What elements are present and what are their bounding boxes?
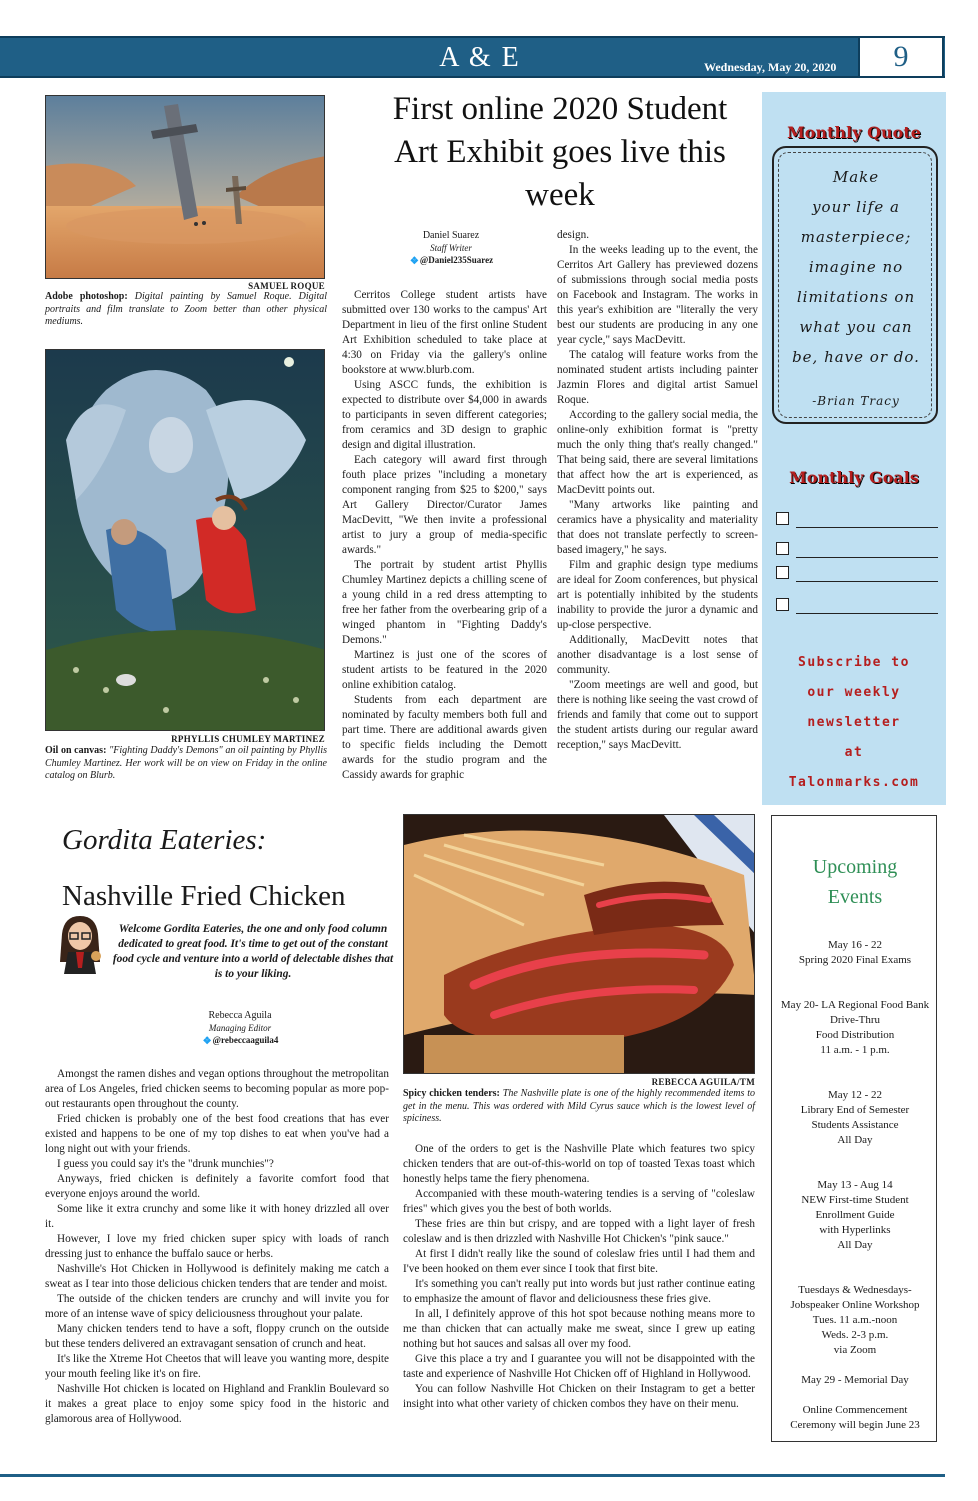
article1-column-1 xyxy=(342,288,547,783)
article1-author: Daniel Suarez xyxy=(422,230,480,241)
paragraph: According to the gallery social media, the online-only exhibition format is "pretty much the only thing that's really changed." That being said, there are several limitations that affect how the art is experienced, as MacDevitt points out. xyxy=(557,409,758,496)
checkbox[interactable] xyxy=(776,542,789,555)
paragraph: Using ASCC funds, the exhibition is expected to distribute over $4,000 in awards to participants in seven different categories; from ceramics and 3D design to graphic design and digital illustration. xyxy=(342,379,547,451)
goal-row xyxy=(776,564,938,582)
event-item: Tuesdays & Wednesdays- Jobspeaker Online Workshop Tues. 11 a.m.-noon Weds. 2-3 p.m. via Zoom xyxy=(790,1284,920,1356)
article2-caption-text: The Nashville plate is one of the highly recommended items to get in the menu. This was ordered with Mild Cyrus sauce which is the lowest level of spiciness. xyxy=(403,1088,756,1124)
quote-line: Make xyxy=(832,168,880,186)
paragraph: Students from each department are nominated by faculty members both full and part time. There are additional awards given to specific fields including the Demott awards for the studio program and the Cassidy awards for graphic xyxy=(342,694,547,781)
sidebar xyxy=(762,92,946,805)
paragraph: Accompanied with these mouth-watering tendies is a serving of "coleslaw fries" which gives you the best of both worlds. xyxy=(403,1188,755,1215)
article1-headline: First online 2020 Student Art Exhibit goes live this week xyxy=(392,91,728,213)
quote-line: what you can xyxy=(799,318,913,336)
headline-line-2: Nashville Fried Chicken xyxy=(62,880,346,912)
paragraph: Nashville's Hot Chicken in Hollywood is definitely making me catch a sweat as I tear into those delicious chicken tenders that are tender and moist. xyxy=(45,1263,389,1290)
fighting-daddys-demons-painting xyxy=(45,349,325,731)
image2-caption-lead: Oil on canvas: xyxy=(45,745,107,756)
article2-image-caption xyxy=(403,1088,755,1126)
paragraph: Fried chicken is probably one of the best food creations that has ever existed and happens to be one of my top dishes to eat when you've had a long night out with your friends. xyxy=(45,1113,389,1155)
desert-sword-painting xyxy=(45,95,325,279)
paragraph: Film and graphic design type mediums are ideal for Zoom conferences, but physical art is potentially inhibited by the students inability to provide the juror a dynamic and up-close perspective. xyxy=(557,559,758,631)
event-item: May 12 - 22 Library End of Semester Students Assistance All Day xyxy=(800,1089,910,1146)
quote-heading: Monthly Quote xyxy=(787,123,921,142)
goal-row xyxy=(776,596,938,614)
paragraph: One of the orders to get is the Nashville Plate which features two spicy chicken tenders that are out-of-this-world on top of toasted Texas toast which honestly helps tame the fiery phenomena. xyxy=(403,1143,755,1185)
goal-row xyxy=(776,540,938,558)
paragraph: It's something you can't really put into words but just rather continue eating to emphasize the amount of flavor and deliciousness these fries give. xyxy=(403,1278,755,1305)
event-item: May 13 - Aug 14 NEW First-time Student Enrollment Guide with Hyperlinks All Day xyxy=(801,1179,909,1251)
image2-credit: RPHYLLIS CHUMLEY MARTINEZ xyxy=(171,734,325,744)
issue-date: Wednesday, May 20, 2020 xyxy=(704,60,837,74)
subscribe-line: our weekly xyxy=(807,685,901,700)
article1-column-2 xyxy=(557,228,758,753)
article2-image-credit: REBECCA AGUILA/TM xyxy=(651,1077,755,1087)
image1-credit: SAMUEL ROQUE xyxy=(248,281,325,291)
paragraph: In the weeks leading up to the event, the Cerritos Art Gallery has previewed dozens of submissions through social media posts on Facebook and Instagram. The works in this year's exhibition are "literally the very best our students are producing in any one year cycle," says MacDevitt. xyxy=(557,244,758,346)
page-header xyxy=(0,36,945,78)
paragraph: "Many artworks like painting and ceramics have a physicality and materiality that does not translate perfectly to screen-based imagery," he says. xyxy=(557,499,758,556)
paragraph: The outside of the chicken tenders are crunchy and will invite you for more of an intense wave of spicy deliciousness throughout your palate. xyxy=(45,1293,389,1320)
checkbox[interactable] xyxy=(776,598,789,611)
avatar-illustration xyxy=(50,912,110,980)
paragraph: Many chicken tenders tend to have a soft, floppy crunch on the outside but these tenders delivered an extravagant sensation of crunch and heat. xyxy=(45,1323,389,1350)
image1-caption xyxy=(45,291,327,329)
paragraph: Martinez is just one of the scores of student artists to be featured in the 2020 online exhibition catalog. xyxy=(342,649,547,691)
paragraph: Additionally, MacDevitt notes that another disadvantage is a lost sense of community. xyxy=(557,634,758,676)
subscribe-line: at xyxy=(844,745,864,760)
quote-line: imagine no xyxy=(808,258,904,276)
paragraph: The portrait by student artist Phyllis Chumley Martinez depicts a chilling scene of a young child in a red dress attempting to free her father from the overbearing grip of a winged phantom in "Fighting Daddy's Demons." xyxy=(342,559,547,646)
paragraph: Nashville Hot chicken is located on Highland and Franklin Boulevard so it makes a great place to enjoy some spicy food in the historic and glamorous area of Hollywood. xyxy=(45,1383,389,1425)
twitter-icon: ❖ xyxy=(409,256,419,268)
quote-line: your life a xyxy=(812,198,900,216)
checkbox[interactable] xyxy=(776,566,789,579)
newsletter-link[interactable]: Talonmarks.com xyxy=(788,775,920,790)
article1-author-role: Staff Writer xyxy=(430,243,472,253)
article1-author-handle[interactable]: @Daniel235Suarez xyxy=(419,255,494,265)
upcoming-events-box xyxy=(771,815,937,1442)
events-heading: Upcoming Events xyxy=(812,856,898,908)
quote-author: -Brian Tracy xyxy=(812,394,900,408)
paragraph: Some like it extra crunchy and some like it with honey drizzled all over it. xyxy=(45,1203,389,1230)
paragraph: You can follow Nashville Hot Chicken on their Instagram to get a better insight into what other variety of chicken combos they have on their menu. xyxy=(403,1383,755,1410)
article2-author-handle[interactable]: @rebeccaaguila4 xyxy=(212,1035,279,1045)
paragraph: Amongst the ramen dishes and vegan options throughout the metropolitan area of Los Angeles, fried chicken seems to becoming popular as more pop-out restaurants open throughout the county. xyxy=(45,1068,389,1110)
bottom-rule xyxy=(0,1474,945,1477)
image1-caption-lead: Adobe photoshop: xyxy=(45,291,128,302)
event-item: May 20- LA Regional Food Bank Drive-Thru Food Distribution 11 a.m. - 1 p.m. xyxy=(780,999,930,1056)
event-item: May 16 - 22 Spring 2020 Final Exams xyxy=(798,939,912,966)
paragraph: I guess you could say it's the "drunk munchies"? xyxy=(57,1158,274,1170)
page-number: 9 xyxy=(858,36,944,78)
paragraph: At first I didn't really like the sound of coleslaw fries until I had them and I've been hooked on them ever since I took that first bite. xyxy=(403,1248,755,1275)
article2-column-2 xyxy=(403,1142,755,1412)
paragraph: These fries are thin but crispy, and are topped with a light layer of fresh coleslaw and is then drizzled with Nashville Hot Chicken's "pink sauce." xyxy=(403,1218,755,1245)
article1-byline xyxy=(356,230,546,266)
goal-row xyxy=(776,510,938,528)
column-intro: Welcome Gordita Eateries, the one and only food column dedicated to great food. It's time to get out of the constant food cycle and venture into a world of delectable dishes that is to your liking. xyxy=(112,923,394,980)
goals-heading: Monthly Goals xyxy=(789,468,919,487)
event-item: Online Commencement Ceremony will begin June 23 xyxy=(790,1404,920,1431)
paragraph: Anyways, fried chicken is definitely a favorite comfort food that everyone enjoys around the world. xyxy=(45,1173,389,1200)
article2-headline xyxy=(62,812,402,924)
paragraph: Cerritos College student artists have submitted over 130 works to the campus' Art Department in lieu of the first online Student Art Exhibition scheduled to take place at 4:30 on Friday via the gallery's online bookstore at www.blurb.com. xyxy=(342,289,547,376)
section-name: A & E xyxy=(439,42,521,73)
paragraph: design. xyxy=(557,229,590,241)
subscribe-line: Subscribe to xyxy=(798,655,910,670)
paragraph: In all, I definitely approve of this hot spot because nothing means more to me than chicken that can actually make me sweat, since I grew up eating nothing but hot sauces and salsas all over my food. xyxy=(403,1308,755,1350)
paragraph: It's like the Xtreme Hot Cheetos that will leave you wanting more, despite your mouth feeling like it's on fire. xyxy=(45,1353,389,1380)
chicken-tenders-photo xyxy=(403,814,755,1074)
columnist-avatar xyxy=(50,912,110,980)
quote-text xyxy=(782,162,930,372)
subscribe-line: newsletter xyxy=(807,715,901,730)
twitter-icon: ❖ xyxy=(202,1036,212,1048)
desert-painting-illustration xyxy=(46,96,325,279)
article2-column-1 xyxy=(45,1067,389,1427)
oil-painting-illustration xyxy=(46,350,325,731)
paragraph: "Zoom meetings are well and good, but there is nothing like seeing the vast crowd of friends and family that come out to support the student artists during our regular award reception," says MacDevitt. xyxy=(557,679,758,751)
event-item: May 29 - Memorial Day xyxy=(801,1374,909,1386)
article2-author-role: Managing Editor xyxy=(208,1023,272,1033)
quote-line: limitations on xyxy=(796,288,916,306)
paragraph: However, I love my fried chicken super spicy with loads of ranch dressing just to enhance the buffalo sauce or herbs. xyxy=(45,1233,389,1260)
article2-author: Rebecca Aguila xyxy=(208,1010,272,1021)
image1-caption-text: Digital painting by Samuel Roque. Digital portraits and film translate to Zoom better than other physical mediums. xyxy=(45,291,327,327)
article2-caption-lead: Spicy chicken tenders: xyxy=(403,1088,500,1099)
quote-line: be, have or do. xyxy=(792,348,920,366)
image2-caption-text: "Fighting Daddy's Demons" an oil painting by Phyllis Chumley Martinez. Her work will be on view on Friday in the online catalog on Blurb. xyxy=(45,745,328,781)
checkbox[interactable] xyxy=(776,512,789,525)
food-photo-illustration xyxy=(404,815,755,1074)
paragraph: Each category will award first through fouth place prizes "including a monetary component ranging from $25 to $200," says Art Gallery Director/Curator James MacDevitt, "We then invite a professional artist to jury a group of media-specific awards." xyxy=(342,454,547,556)
subscribe-block xyxy=(782,648,926,798)
image2-caption xyxy=(45,745,327,783)
headline-line-1: Gordita Eateries: xyxy=(62,824,267,856)
paragraph: The catalog will feature works from the nominated student artists including painter Jazmin Flores and digital artist Samuel Roque. xyxy=(557,349,758,406)
quote-line: masterpiece; xyxy=(800,228,912,246)
paragraph: Give this place a try and I guarantee you will not be disappointed with the taste and experience of Nashville Hot Chicken off of Highland in Hollywood. xyxy=(403,1353,755,1380)
article2-byline xyxy=(160,1010,320,1046)
